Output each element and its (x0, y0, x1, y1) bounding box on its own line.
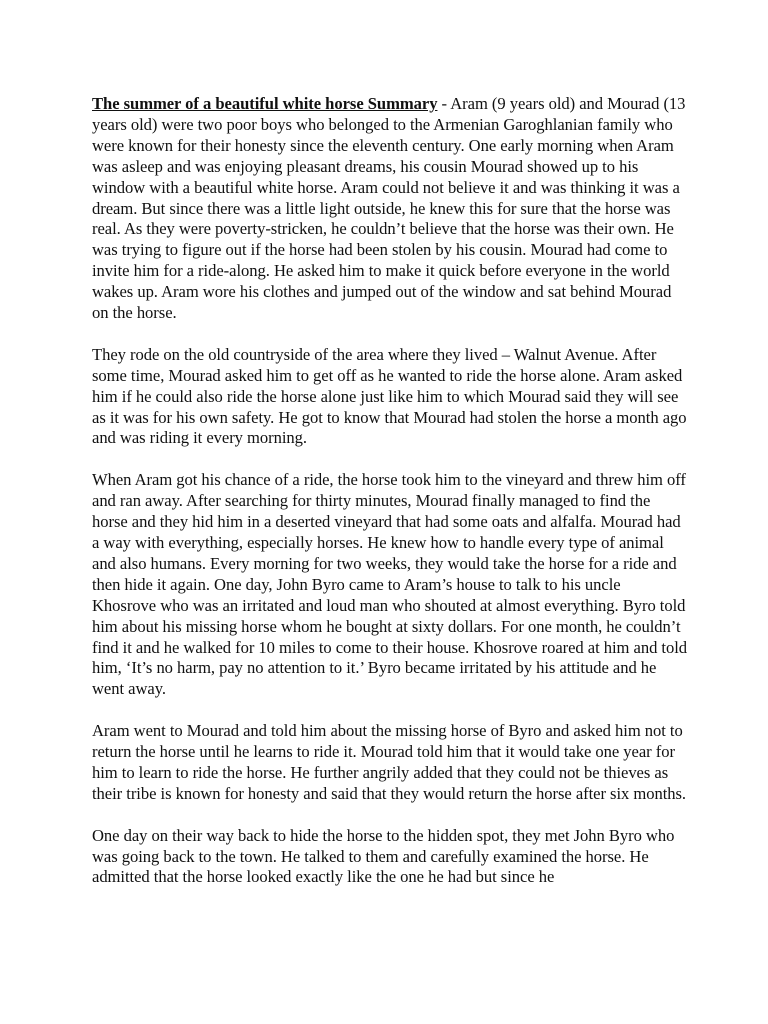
document-title: The summer of a beautiful white horse Summary (92, 94, 438, 113)
paragraph-1 (92, 94, 688, 324)
paragraph-2: They rode on the old countryside of the area where they lived – Walnut Avenue. After some time, Mourad asked him to get off as he wanted to ride the horse alone. Aram asked him if he could also ride the horse alone just like him to which Mourad said they will see as it was for his own safety. He got to know that Mourad had stolen the horse a month ago and was riding it every morning. (92, 344, 687, 448)
paragraph-1-text: Aram (9 years old) and Mourad (13 years old) were two poor boys who belonged to the Armenian Garoghlanian family who were known for their honesty since the eleventh century. One early morning when Aram was asleep and was enjoying pleasant dreams, his cousin Mourad showed up to his window with a beautiful white horse. Aram could not believe it and was thinking it was a dream. But since there was a little light outside, he knew this for sure that the horse was real. As they were poverty-stricken, he couldn’t believe that the horse was their own. He was trying to figure out if the horse had been stolen by his cousin. Mourad had come to invite him for a ride-along. He asked him to make it quick before everyone in the world wakes up. Aram wore his clothes and jumped out of the window and sat behind Mourad on the horse. (92, 94, 686, 323)
paragraph-5: One day on their way back to hide the horse to the hidden spot, they met John Byro who was going back to the town. He talked to them and carefully examined the horse. He admitted that the horse looked exactly like the one he had but since he (92, 825, 675, 887)
paragraph-3: When Aram got his chance of a ride, the horse took him to the vineyard and threw him off and ran away. After searching for thirty minutes, Mourad finally managed to find the horse and they hid him in a deserted vineyard that had some oats and alfalfa. Mourad had a way with everything, especially horses. He knew how to handle every type of animal and also humans. Every morning for two weeks, they would take the horse for a ride and then hide it again. One day, John Byro came to Aram’s house to talk to his uncle Khosrove who was an irritated and loud man who shouted at almost everything. Byro told him about his missing horse whom he bought at sixty dollars. For one month, he couldn’t find it and he walked for 10 miles to come to their house. Khosrove roared at him and told him, ‘It’s no harm, pay no attention to it.’ Byro became irritated by his attitude and he went away. (92, 470, 688, 699)
paragraph-4: Aram went to Mourad and told him about the missing horse of Byro and asked him not to return the horse until he learns to ride it. Mourad told him that it would take one year for him to learn to ride the horse. He further angrily added that they could not be thieves as their tribe is known for honesty and said that they would return the horse after six months. (92, 721, 687, 803)
title-separator: - (437, 94, 451, 113)
